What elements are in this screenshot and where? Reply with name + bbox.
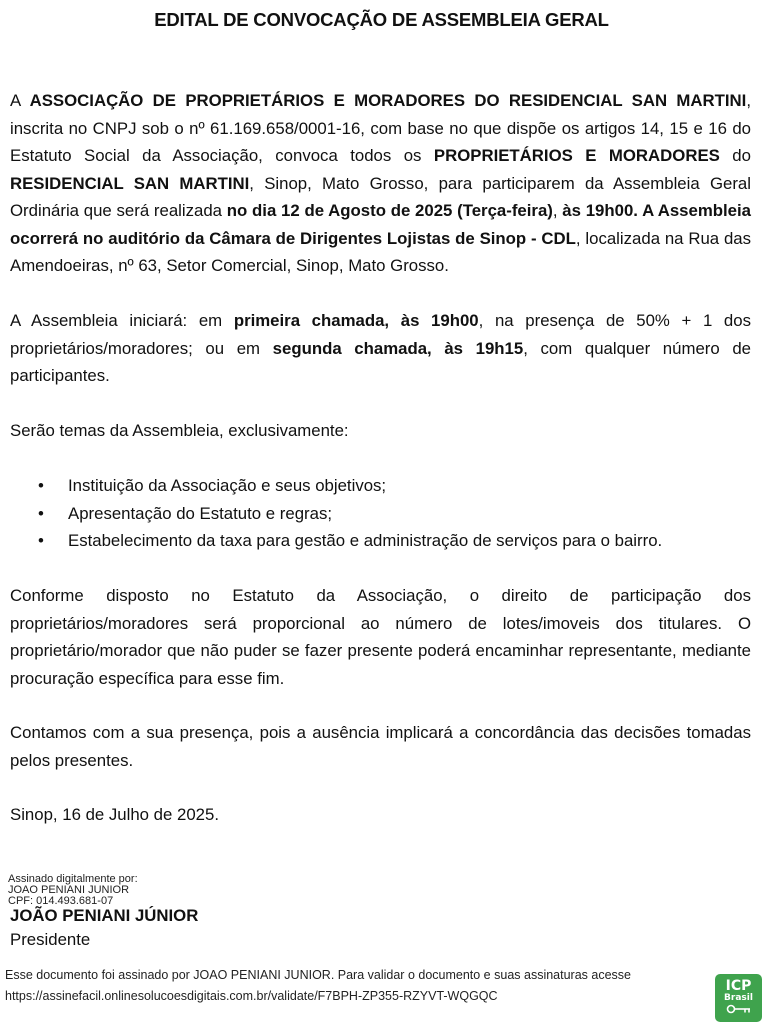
text-segment: do — [719, 146, 751, 165]
meeting-date: no dia 12 de Agosto de 2025 (Terça-feira) — [226, 201, 553, 220]
residential-name: RESIDENCIAL SAN MARTINI — [10, 173, 250, 193]
digital-signature-cpf: CPF: 014.493.681-07 — [8, 895, 114, 907]
presence-paragraph: Contamos com a sua presença, pois a ausência implicará a concordância das decisões tomadas pelos presentes. — [10, 723, 751, 770]
meeting-time-location: às 19h00. A Assembleia ocorrerá no auditório da Câmara de Dirigentes Lojistas de Sinop - CDL — [10, 201, 751, 248]
validation-notice: Esse documento foi assinado por JOAO PENIANI JUNIOR. Para validar o documento e suas assinaturas acesse — [5, 968, 631, 982]
quorum-paragraph — [10, 307, 751, 390]
logo-text-bottom: Brasil — [724, 993, 753, 1003]
text-segment: , com qualquer número de participantes. — [10, 338, 751, 385]
signer-role: Presidente — [10, 930, 91, 949]
icp-brasil-logo — [715, 974, 762, 1022]
participation-paragraph: Conforme disposto no Estatuto da Associação, o direito de participação dos proprietários/moradores será proporcional ao número de lotes/imoveis dos titulares. O proprietário/morador que não puder se fazer presente poderá encaminhar representante, mediante procuração específica para esse fim. — [10, 586, 751, 688]
digital-signature-name: JOAO PENIANI JUNIOR — [8, 884, 130, 896]
text-segment: , — [552, 201, 563, 220]
date-place: Sinop, 16 de Julho de 2025. — [10, 805, 220, 824]
list-item — [10, 527, 751, 555]
topic-text: Estabelecimento da taxa para gestão e administração de serviços para o bairro. — [68, 531, 663, 550]
text-segment: , na presença de 50% + 1 dos proprietários/moradores; ou em — [10, 311, 751, 358]
digital-signature-label: Assinado digitalmente por: — [8, 873, 138, 885]
text-segment: A Assembleia iniciará: em — [10, 311, 234, 330]
document-title: EDITAL DE CONVOCAÇÃO DE ASSEMBLEIA GERAL — [154, 9, 609, 30]
convocation-paragraph — [10, 87, 751, 280]
second-call: segunda chamada, às 19h15 — [272, 338, 524, 358]
text-segment: , localizada na Rua das Amendoeiras, nº 63, Setor Comercial, Sinop, Mato Grosso. — [10, 228, 751, 275]
text-segment: , inscrita no CNPJ sob o nº 61.169.658/0001-16, com base no que dispõe os artigos 14, 15 e 16 do Estatuto Social da Associação, convoca todos os — [10, 91, 752, 165]
text-segment: A — [10, 91, 30, 110]
list-item — [10, 500, 751, 528]
logo-text-top: ICP — [725, 978, 752, 994]
bullet-icon: • — [38, 503, 44, 523]
first-call: primeira chamada, às 19h00 — [233, 311, 479, 330]
topics-intro: Serão temas da Assembleia, exclusivamente: — [10, 421, 349, 440]
bullet-icon: • — [38, 476, 44, 495]
validation-link[interactable]: https://assinefacil.onlinesolucoesdigitais.com.br/validate/F7BPH-ZP355-RZYVT-WQGQC — [5, 989, 498, 1003]
bullet-icon: • — [38, 531, 44, 550]
list-item — [10, 472, 751, 500]
key-icon — [726, 1004, 752, 1014]
addressee-bold: PROPRIETÁRIOS E MORADORES — [433, 146, 720, 165]
topic-text: Apresentação do Estatuto e regras; — [68, 503, 333, 523]
signer-name: JOÃO PENIANI JÚNIOR — [10, 906, 199, 925]
text-segment: , Sinop, Mato Grosso, para participarem da Assembleia Geral Ordinária que será realizada — [10, 173, 751, 220]
topics-list — [10, 472, 751, 555]
topic-text: Instituição da Associação e seus objetivos; — [68, 476, 387, 495]
association-name: ASSOCIAÇÃO DE PROPRIETÁRIOS E MORADORES DO RESIDENCIAL SAN MARTINI — [29, 91, 747, 110]
